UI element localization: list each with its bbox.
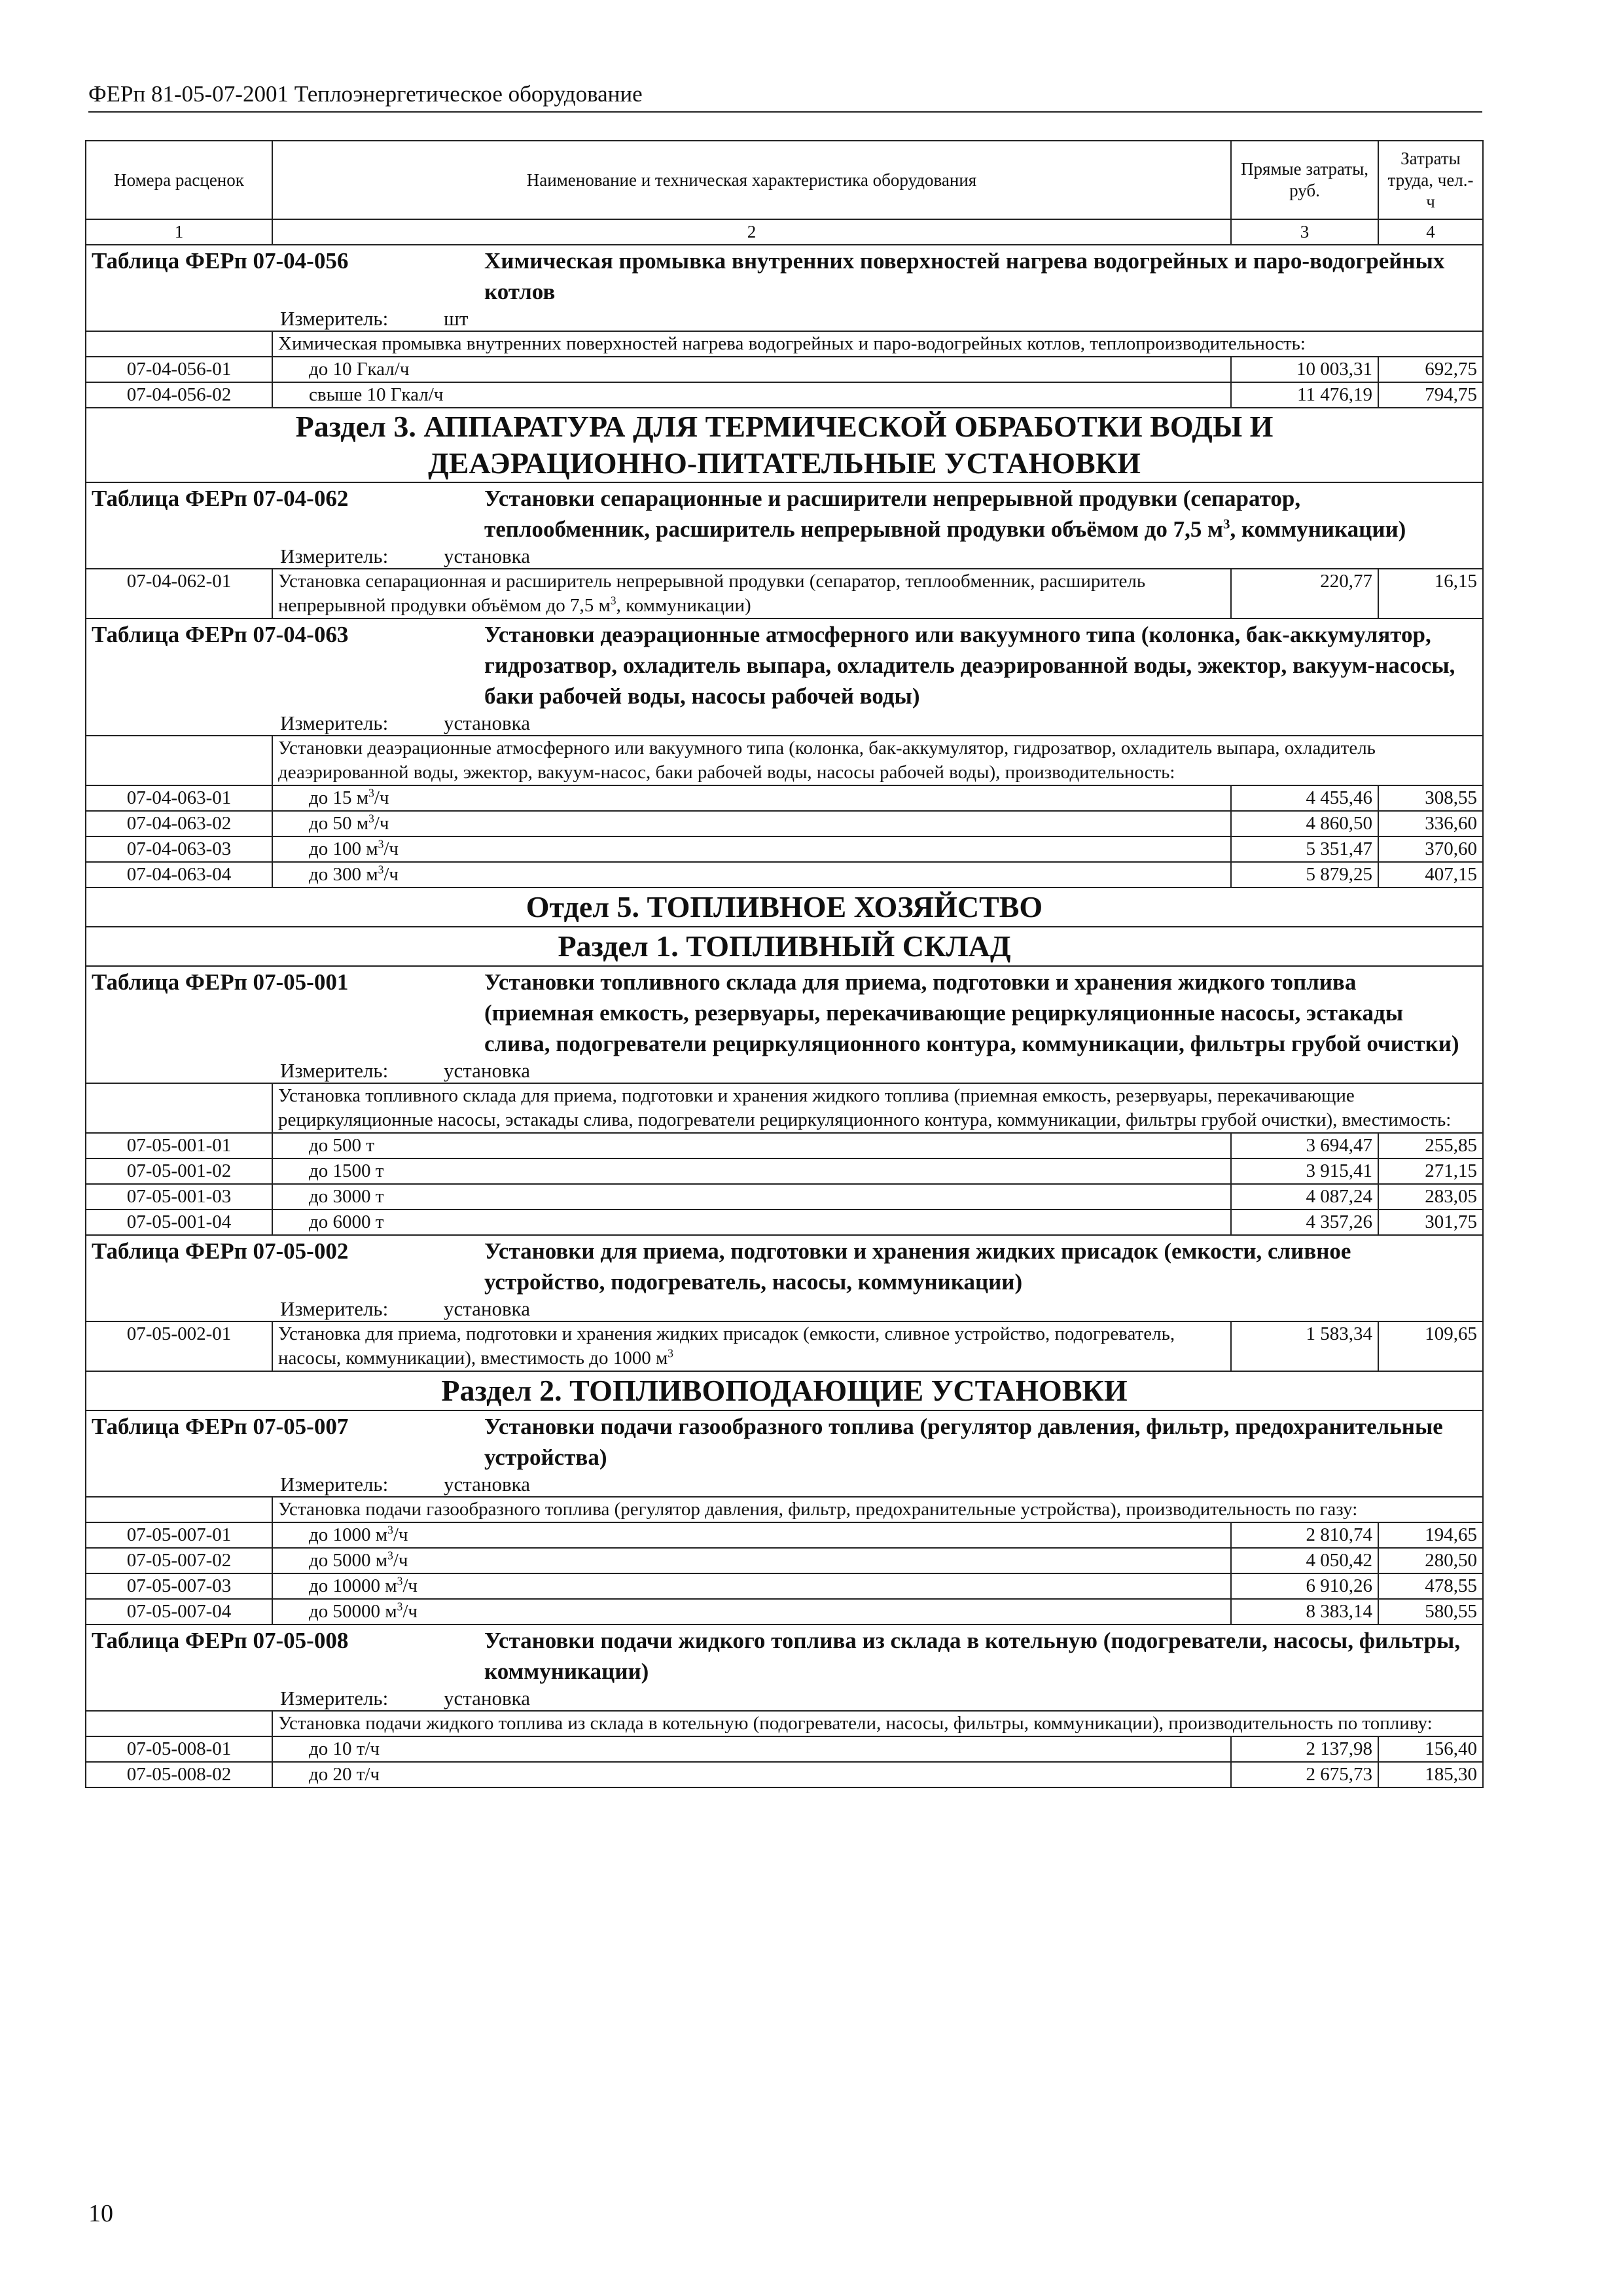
table-title: Химическая промывка внутренних поверхностей нагрева водогрейных и паро-водогрейных котлов <box>484 248 1445 304</box>
measure-label: Измеритель: <box>280 1297 389 1320</box>
col-header-cost: Прямые затраты, руб. <box>1231 141 1378 219</box>
table-title: Установки сепарационные и расширители непрерывной продувки (сепаратор, теплообменник, расширитель непрерывной продувки объёмом до 7,5 $м^3$, коммуникации) <box>484 486 1406 542</box>
item-name: до 10 Гкал/ч <box>272 357 1231 382</box>
labor-cost: 156,40 <box>1378 1736 1483 1762</box>
table-id: Таблица ФЕРп 07-04-056 <box>92 248 349 274</box>
measure-label: Измеритель: <box>280 1687 389 1710</box>
labor-cost: 301,75 <box>1378 1210 1483 1235</box>
col-index-3: 3 <box>1231 219 1378 245</box>
labor-cost: 370,60 <box>1378 836 1483 862</box>
labor-cost: 194,65 <box>1378 1522 1483 1548</box>
section-heading <box>86 927 1483 966</box>
col-index-4: 4 <box>1378 219 1483 245</box>
table-row <box>86 382 1483 408</box>
item-name: до 500 т <box>272 1133 1231 1158</box>
table-id: Таблица ФЕРп 07-05-002 <box>92 1238 349 1264</box>
item-name: до 20 т/ч <box>272 1762 1231 1787</box>
rate-code: 07-04-063-02 <box>86 811 272 836</box>
table-row <box>86 836 1483 862</box>
rate-code: 07-05-007-04 <box>86 1599 272 1624</box>
description-row <box>86 1083 1483 1133</box>
table-block-07-05-002 <box>86 1235 1483 1321</box>
labor-cost: 308,55 <box>1378 785 1483 811</box>
direct-cost: 4 087,24 <box>1231 1184 1378 1210</box>
item-name: до 50000 $м^3/ч$ <box>272 1599 1231 1624</box>
direct-cost: 8 383,14 <box>1231 1599 1378 1624</box>
col-index-2: 2 <box>272 219 1231 245</box>
item-name: до 15 $м^3/ч$ <box>272 785 1231 811</box>
section-title: Раздел 2. ТОПЛИВОПОДАЮЩИЕ УСТАНОВКИ <box>86 1371 1483 1410</box>
item-name: до 6000 т <box>272 1210 1231 1235</box>
table-title: Установки подачи жидкого топлива из склада в котельную (подогреватели, насосы, фильтры, коммуникации) <box>484 1628 1461 1684</box>
rate-code: 07-05-007-02 <box>86 1548 272 1573</box>
direct-cost: 3 694,47 <box>1231 1133 1378 1158</box>
item-name: до 1500 т <box>272 1158 1231 1184</box>
table-title: Установки топливного склада для приема, подготовки и хранения жидкого топлива (приемная емкость, резервуары, перекачивающие рециркуляционные насосы, эстакады слива, подогреватели рециркуляционного контура, коммуникации, фильтры грубой очистки) <box>484 969 1459 1056</box>
table-block-07-04-063 <box>86 619 1483 736</box>
table-id: Таблица ФЕРп 07-04-063 <box>92 622 349 647</box>
measure-unit: установка <box>444 1687 531 1710</box>
table-id: Таблица ФЕРп 07-04-062 <box>92 486 349 511</box>
column-index-row <box>86 219 1483 245</box>
measure-unit: установка <box>444 1059 531 1082</box>
table-row <box>86 1548 1483 1573</box>
measure-label: Измеритель: <box>280 307 389 330</box>
measure-unit: установка <box>444 1473 531 1496</box>
labor-cost: 407,15 <box>1378 862 1483 888</box>
table-row <box>86 569 1483 619</box>
measure-label: Измеритель: <box>280 711 389 734</box>
rate-code: 07-05-007-03 <box>86 1573 272 1599</box>
col-header-name: Наименование и техническая характеристика оборудования <box>272 141 1231 219</box>
description-text: Установка подачи газообразного топлива (регулятор давления, фильтр, предохранительные устройства), производительность по газу: <box>272 1497 1483 1522</box>
table-row <box>86 1522 1483 1548</box>
section-title: Раздел 1. ТОПЛИВНЫЙ СКЛАД <box>86 927 1483 966</box>
direct-cost: 5 351,47 <box>1231 836 1378 862</box>
measure-unit: установка <box>444 1297 531 1320</box>
labor-cost: 280,50 <box>1378 1548 1483 1573</box>
measure-label: Измеритель: <box>280 1059 389 1082</box>
rate-code: 07-05-001-04 <box>86 1210 272 1235</box>
table-title: Установки для приема, подготовки и хранения жидких присадок (емкости, сливное устройство, подогреватель, насосы, коммуникации) <box>484 1238 1351 1295</box>
rate-code: 07-04-056-01 <box>86 357 272 382</box>
labor-cost: 16,15 <box>1378 569 1483 619</box>
measure-label: Измеритель: <box>280 1473 389 1496</box>
direct-cost: 11 476,19 <box>1231 382 1378 408</box>
table-row <box>86 1184 1483 1210</box>
table-row <box>86 357 1483 382</box>
department-heading <box>86 888 1483 927</box>
description-row <box>86 736 1483 785</box>
table-row <box>86 1158 1483 1184</box>
rate-code: 07-04-063-01 <box>86 785 272 811</box>
item-name: до 5000 $м^3/ч$ <box>272 1548 1231 1573</box>
item-name: до 50 $м^3/ч$ <box>272 811 1231 836</box>
rate-code: 07-05-007-01 <box>86 1522 272 1548</box>
direct-cost: 2 137,98 <box>1231 1736 1378 1762</box>
table-row <box>86 1736 1483 1762</box>
rate-code: 07-04-062-01 <box>86 569 272 619</box>
item-name: до 10 т/ч <box>272 1736 1231 1762</box>
labor-cost: 255,85 <box>1378 1133 1483 1158</box>
description-row <box>86 331 1483 357</box>
table-block-07-05-008 <box>86 1624 1483 1711</box>
labor-cost: 478,55 <box>1378 1573 1483 1599</box>
rate-code: 07-05-001-02 <box>86 1158 272 1184</box>
table-row <box>86 862 1483 888</box>
section-heading <box>86 408 1483 482</box>
rate-code: 07-04-063-04 <box>86 862 272 888</box>
table-title: Установки деаэрационные атмосферного или вакуумного типа (колонка, бак-аккумулятор, гидрозатвор, охладитель выпара, охладитель деаэрированной воды, эжектор, вакуум-насосы, баки рабочей воды, насосы рабочей воды) <box>484 622 1455 709</box>
measure-unit: шт <box>444 307 469 330</box>
labor-cost: 794,75 <box>1378 382 1483 408</box>
item-name: до 3000 т <box>272 1184 1231 1210</box>
direct-cost: 4 357,26 <box>1231 1210 1378 1235</box>
section-title-line-1: Раздел 3. АППАРАТУРА ДЛЯ ТЕРМИЧЕСКОЙ ОБРАБОТКИ ВОДЫ И <box>295 410 1274 443</box>
item-name: до 1000 $м^3/ч$ <box>272 1522 1231 1548</box>
section-title-line-2: ДЕАЭРАЦИОННО-ПИТАТЕЛЬНЫЕ УСТАНОВКИ <box>428 446 1141 480</box>
table-block-07-04-056 <box>86 245 1483 331</box>
table-row <box>86 1133 1483 1158</box>
description-text: Установка подачи жидкого топлива из склада в котельную (подогреватели, насосы, фильтры, коммуникации), производительность по топливу: <box>272 1711 1483 1736</box>
col-header-labor: Затраты труда, чел.-ч <box>1378 141 1483 219</box>
item-name: до 100 $м^3/ч$ <box>272 836 1231 862</box>
direct-cost: 4 860,50 <box>1231 811 1378 836</box>
labor-cost: 580,55 <box>1378 1599 1483 1624</box>
labor-cost: 185,30 <box>1378 1762 1483 1787</box>
table-row <box>86 785 1483 811</box>
table-block-07-05-001 <box>86 966 1483 1083</box>
description-text: Установка топливного склада для приема, подготовки и хранения жидкого топлива (приемная емкость, резервуары, перекачивающие рециркуляционные насосы, эстакады слива, подогреватели рециркуляционного контура, коммуникации, фильтры грубой очистки), вместимость: <box>272 1083 1483 1133</box>
description-row <box>86 1497 1483 1522</box>
measure-unit: установка <box>444 545 531 567</box>
item-name: свыше 10 Гкал/ч <box>272 382 1231 408</box>
table-row <box>86 1573 1483 1599</box>
item-name: Установка для приема, подготовки и хранения жидких присадок (емкости, сливное устройство, подогреватель, насосы, коммуникации), вместимость до 1000 $м^3$ <box>272 1321 1231 1371</box>
rate-code: 07-04-056-02 <box>86 382 272 408</box>
col-index-1: 1 <box>86 219 272 245</box>
labor-cost: 283,05 <box>1378 1184 1483 1210</box>
direct-cost: 220,77 <box>1231 569 1378 619</box>
table-id: Таблица ФЕРп 07-05-001 <box>92 969 349 995</box>
document-title: ФЕРп 81-05-07-2001 Теплоэнергетическое оборудование <box>88 81 643 107</box>
col-header-code: Номера расценок <box>86 141 272 219</box>
measure-unit: установка <box>444 711 531 734</box>
page-number: 10 <box>88 2200 113 2227</box>
direct-cost: 6 910,26 <box>1231 1573 1378 1599</box>
section-heading <box>86 1371 1483 1410</box>
direct-cost: 1 583,34 <box>1231 1321 1378 1371</box>
labor-cost: 336,60 <box>1378 811 1483 836</box>
labor-cost: 109,65 <box>1378 1321 1483 1371</box>
item-name: до 300 $м^3/ч$ <box>272 862 1231 888</box>
table-block-07-05-007 <box>86 1410 1483 1497</box>
rate-code: 07-05-002-01 <box>86 1321 272 1371</box>
table-row <box>86 1599 1483 1624</box>
rate-code: 07-05-001-01 <box>86 1133 272 1158</box>
rate-code: 07-04-063-03 <box>86 836 272 862</box>
table-id: Таблица ФЕРп 07-05-008 <box>92 1628 349 1653</box>
item-name: Установка сепарационная и расширитель непрерывной продувки (сепаратор, теплообменник, расширитель непрерывной продувки объёмом до 7,5 $м^3$, коммуникации) <box>272 569 1231 619</box>
table-row <box>86 1321 1483 1371</box>
labor-cost: 692,75 <box>1378 357 1483 382</box>
department-title: Отдел 5. ТОПЛИВНОЕ ХОЗЯЙСТВО <box>86 888 1483 927</box>
rate-code: 07-05-001-03 <box>86 1184 272 1210</box>
labor-cost: 271,15 <box>1378 1158 1483 1184</box>
table-id: Таблица ФЕРп 07-05-007 <box>92 1414 349 1439</box>
direct-cost: 2 810,74 <box>1231 1522 1378 1548</box>
direct-cost: 2 675,73 <box>1231 1762 1378 1787</box>
table-title: Установки подачи газообразного топлива (регулятор давления, фильтр, предохранительные устройства) <box>484 1414 1443 1470</box>
description-text: Установки деаэрационные атмосферного или вакуумного типа (колонка, бак-аккумулятор, гидрозатвор, охладитель выпара, охладитель деаэрированной воды, эжектор, вакуум-насос, баки рабочей воды, насосы рабочей воды), производительность: <box>272 736 1483 785</box>
description-row <box>86 1711 1483 1736</box>
direct-cost: 4 455,46 <box>1231 785 1378 811</box>
price-table <box>85 140 1484 1788</box>
item-name: до 10000 $м^3/ч$ <box>272 1573 1231 1599</box>
description-text: Химическая промывка внутренних поверхностей нагрева водогрейных и паро-водогрейных котлов, теплопроизводительность: <box>272 331 1483 357</box>
direct-cost: 4 050,42 <box>1231 1548 1378 1573</box>
measure-label: Измеритель: <box>280 545 389 567</box>
table-row <box>86 1762 1483 1787</box>
table-header-row <box>86 141 1483 219</box>
rate-code: 07-05-008-01 <box>86 1736 272 1762</box>
direct-cost: 5 879,25 <box>1231 862 1378 888</box>
table-block-07-04-062 <box>86 482 1483 569</box>
table-row <box>86 1210 1483 1235</box>
rate-code: 07-05-008-02 <box>86 1762 272 1787</box>
table-row <box>86 811 1483 836</box>
page-header <box>88 80 1482 113</box>
direct-cost: 10 003,31 <box>1231 357 1378 382</box>
direct-cost: 3 915,41 <box>1231 1158 1378 1184</box>
